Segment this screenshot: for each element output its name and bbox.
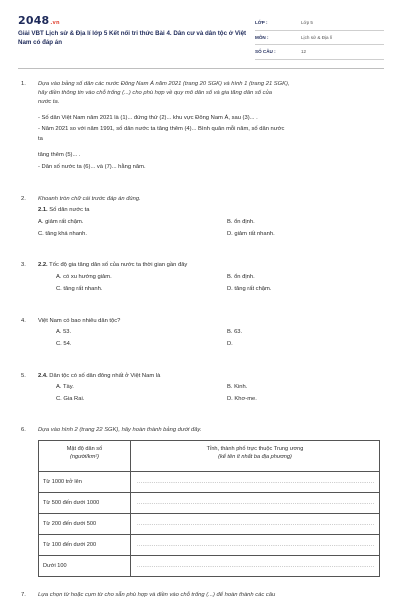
table-row <box>39 514 380 535</box>
question-text: hãy điền thông tin vào chỗ trống (...) cho phù hợp về quy mô dân số và gia tăng dân số của <box>38 90 272 96</box>
answer-option[interactable]: C. Gia Rai. <box>56 396 85 402</box>
table-cell-density: Dưới 100 <box>39 556 131 577</box>
question-text: Lựa chọn từ hoặc cụm từ cho sẵn phù hợp và điền vào chỗ trống (...) để hoàn thành các câu <box>38 592 276 598</box>
table-header-provinces: Tỉnh, thành phố trực thuộc Trung ương (kể tên ít nhất ba địa phương) <box>131 441 380 472</box>
meta-subject-value: Lịch sử & Địa lí <box>301 34 333 40</box>
question-number: 5. <box>21 373 26 379</box>
question-text: - Năm 2021 so với năm 1991, số dân nước ta tăng thêm (4)... Bình quân mỗi năm, số dân nước <box>38 126 285 132</box>
answer-option[interactable]: D. <box>227 341 233 347</box>
table-header-density: Mật độ dân số (người/km²) <box>39 441 131 472</box>
question-number: 7. <box>21 592 26 598</box>
answer-option[interactable]: A. giảm rất chậm. <box>38 219 84 225</box>
table-cell-answer[interactable]: ................................................................................................................................ <box>131 535 380 556</box>
meta-subject-label: MÔN : <box>255 34 269 40</box>
answer-option[interactable]: C. tăng rất nhanh. <box>56 286 103 292</box>
meta-count-value: 12 <box>301 49 307 54</box>
table-row <box>39 556 380 577</box>
question-number: 3. <box>21 262 26 268</box>
answer-option[interactable]: C. 54. <box>56 341 72 347</box>
meta-grade-label: LỚP : <box>255 20 268 25</box>
answer-option[interactable]: A. 53. <box>56 329 72 335</box>
meta-count-label: SỐ CÂU : <box>255 49 276 54</box>
question-text: - Dân số nước ta (6)... và (7)... hằng năm. <box>38 164 146 170</box>
answer-option[interactable]: B. ổn định. <box>227 219 255 225</box>
question-text: Việt Nam có bao nhiêu dân tộc? <box>38 318 121 324</box>
table-cell-density: Từ 100 đến dưới 200 <box>39 535 131 556</box>
page-title: Giải VBT Lịch sử & Địa lí lớp 5 Kết nối tri thức Bài 4. Dân cư và dân tộc ở Việt Nam có đáp án <box>18 30 247 46</box>
table-cell-answer[interactable]: ................................................................................................................................ <box>131 514 380 535</box>
answer-option[interactable]: D. giảm rất nhanh. <box>227 231 275 237</box>
answer-option[interactable]: A. có xu hướng giảm. <box>56 274 112 280</box>
table-cell-answer[interactable]: ................................................................................................................................ <box>131 556 380 577</box>
question-number: 4. <box>21 318 26 324</box>
table-cell-density: Từ 1000 trở lên <box>39 472 131 493</box>
answer-option[interactable]: B. 63. <box>227 329 243 335</box>
question-number: 6. <box>21 427 26 433</box>
answer-option[interactable]: B. Kinh. <box>227 384 248 390</box>
answer-option[interactable]: B. ổn định. <box>227 274 255 280</box>
question-text: Dựa vào hình 2 (trang 22 SGK), hãy hoàn thành bảng dưới đây. <box>38 427 202 433</box>
answer-option[interactable]: D. tăng rất chậm. <box>227 286 272 292</box>
question-text: Dựa vào bảng số dân các nước Đông Nam Á năm 2021 (trang 20 SGK) và hình 1 (trang 21 SGK), <box>38 81 290 87</box>
question-text: 2.4. Dân tộc có số dân đông nhất ở Việt Nam là <box>38 373 161 379</box>
site-logo[interactable]: 2048.vn <box>18 14 60 27</box>
answer-option[interactable]: A. Tày. <box>56 384 74 390</box>
table-row <box>39 535 380 556</box>
question-text: - Số dân Việt Nam năm 2021 là (1)... đứng thứ (2)... khu vực Đông Nam Á, sau (3)... . <box>38 115 258 121</box>
table-cell-density: Từ 500 đến dưới 1000 <box>39 493 131 514</box>
question-text: 2.1. Số dân nước ta <box>38 207 90 213</box>
question-text: Khoanh tròn chữ cái trước đáp án đúng. <box>38 196 141 202</box>
table-row <box>39 472 380 493</box>
question-text: nước ta. <box>38 99 60 105</box>
answer-option[interactable]: D. Khơ-me. <box>227 396 257 402</box>
question-number: 2. <box>21 196 26 202</box>
question-text: tăng thêm (5)... . <box>38 152 81 158</box>
table-cell-answer[interactable]: ................................................................................................................................ <box>131 472 380 493</box>
question-text: ta <box>38 136 43 142</box>
question-number: 1. <box>21 81 26 87</box>
density-table <box>38 440 380 577</box>
question-text: 2.2. Tốc độ gia tăng dân số của nước ta thời gian gần đây <box>38 262 188 268</box>
table-cell-density: Từ 200 đến dưới 500 <box>39 514 131 535</box>
table-row <box>39 493 380 514</box>
meta-grade-value: Lớp 5 <box>301 20 313 25</box>
answer-option[interactable]: C. tăng khá nhanh. <box>38 231 87 237</box>
table-header-row <box>39 441 380 472</box>
table-cell-answer[interactable]: ................................................................................................................................ <box>131 493 380 514</box>
